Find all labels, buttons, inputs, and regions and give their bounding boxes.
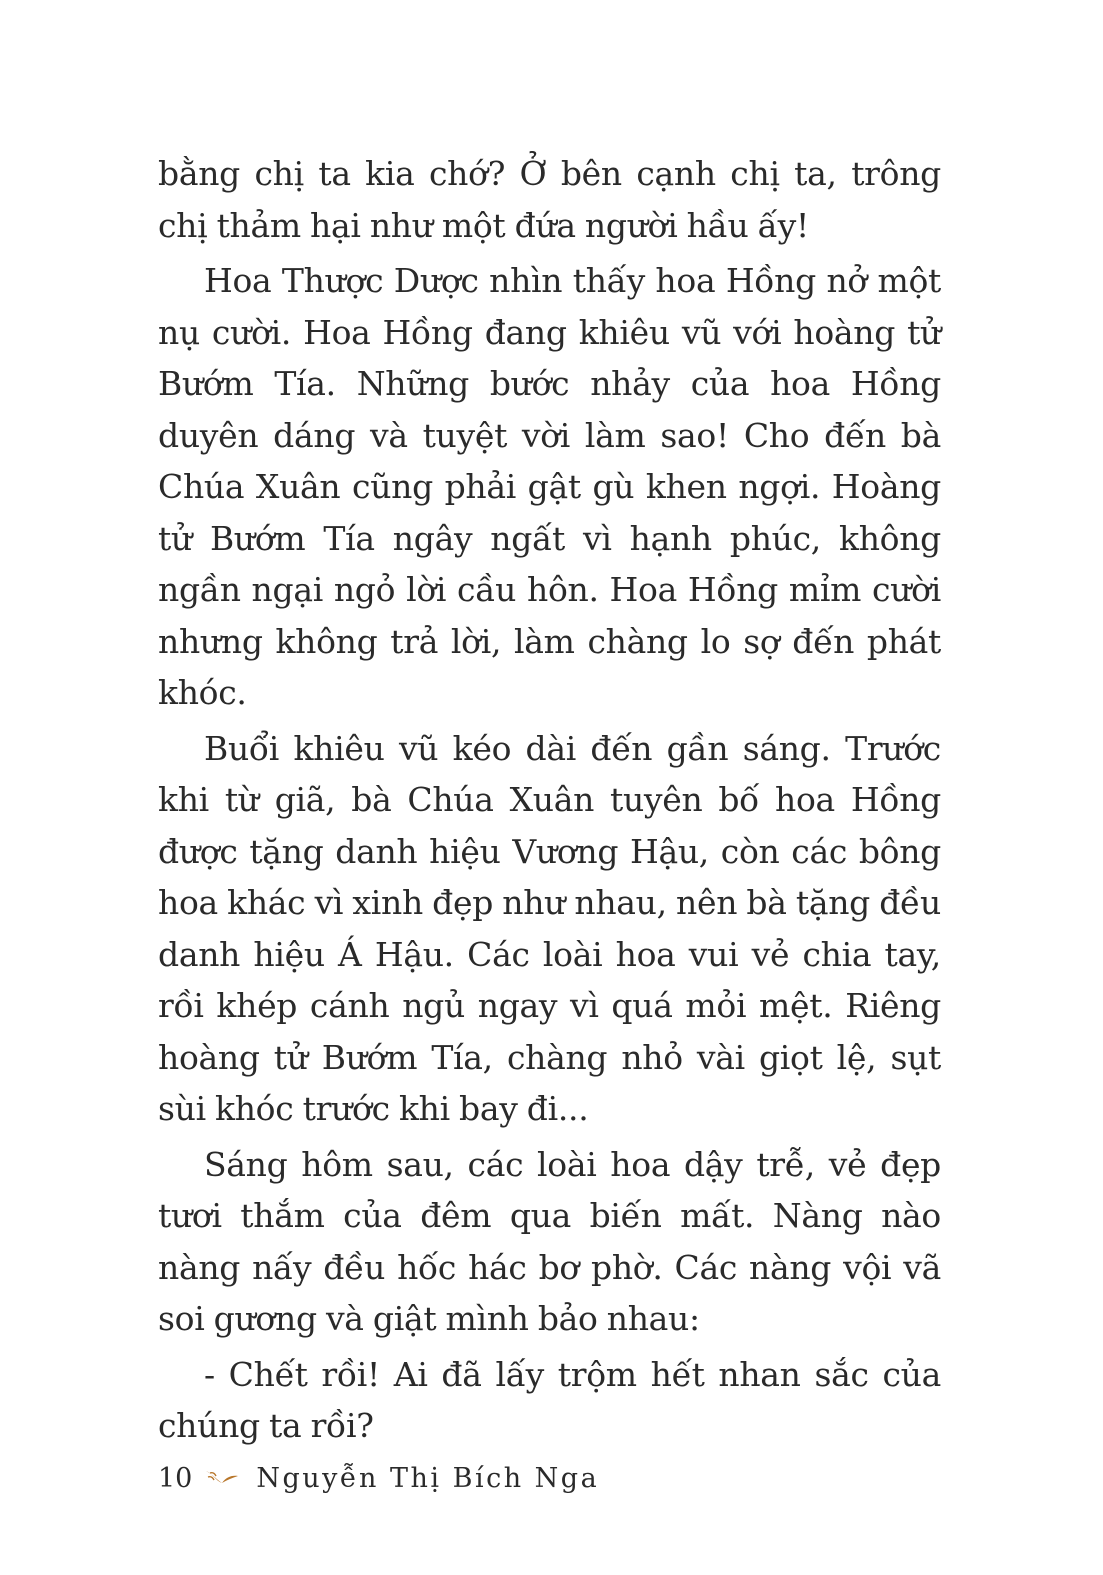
paragraph-dance: Hoa Thược Dược nhìn thấy hoa Hồng nở một nụ cười. Hoa Hồng đang khiêu vũ với hoàng tử Bướm Tía. Những bước nhảy của hoa Hồng duyên dáng và tuyệt vời làm sao! Cho đến bà Chúa Xuân cũng phải gật gù khen ngợi. Hoàng tử Bướm Tía ngây ngất vì hạnh phúc, không ngần ngại ngỏ lời cầu hôn. Hoa Hồng mỉm cười nhưng không trả lời, làm chàng lo sợ đến phát khóc. <box>158 261 941 712</box>
paragraph-awards: Buổi khiêu vũ kéo dài đến gần sáng. Trước khi từ giã, bà Chúa Xuân tuyên bố hoa Hồng được tặng danh hiệu Vương Hậu, còn các bông hoa khác vì xinh đẹp như nhau, nên bà tặng đều danh hiệu Á Hậu. Các loài hoa vui vẻ chia tay, rồi khép cánh ngủ ngay vì quá mỏi mệt. Riêng hoàng tử Bướm Tía, chàng nhỏ vài giọt lệ, sụt sùi khóc trước khi bay đi... <box>158 728 941 1128</box>
paragraph-dialogue: - Chết rồi! Ai đã lấy trộm hết nhan sắc của chúng ta rồi? <box>158 1354 941 1445</box>
body-text <box>158 148 941 1452</box>
paragraph-morning: Sáng hôm sau, các loài hoa dậy trễ, vẻ đẹp tươi thắm của đêm qua biến mất. Nàng nào nàng nấy đều hốc hác bơ phờ. Các nàng vội vã soi gương và giật mình bảo nhau: <box>158 1144 941 1338</box>
page-footer <box>158 1458 599 1498</box>
paragraph-continued: bằng chị ta kia chớ? Ở bên cạnh chị ta, trông chị thảm hại như một đứa người hầu ấy! <box>158 154 941 245</box>
author-name: Nguyễn Thị Bích Nga <box>256 1462 600 1494</box>
page-number: 10 <box>158 1462 193 1494</box>
leaf-ornament-icon <box>204 1467 240 1489</box>
